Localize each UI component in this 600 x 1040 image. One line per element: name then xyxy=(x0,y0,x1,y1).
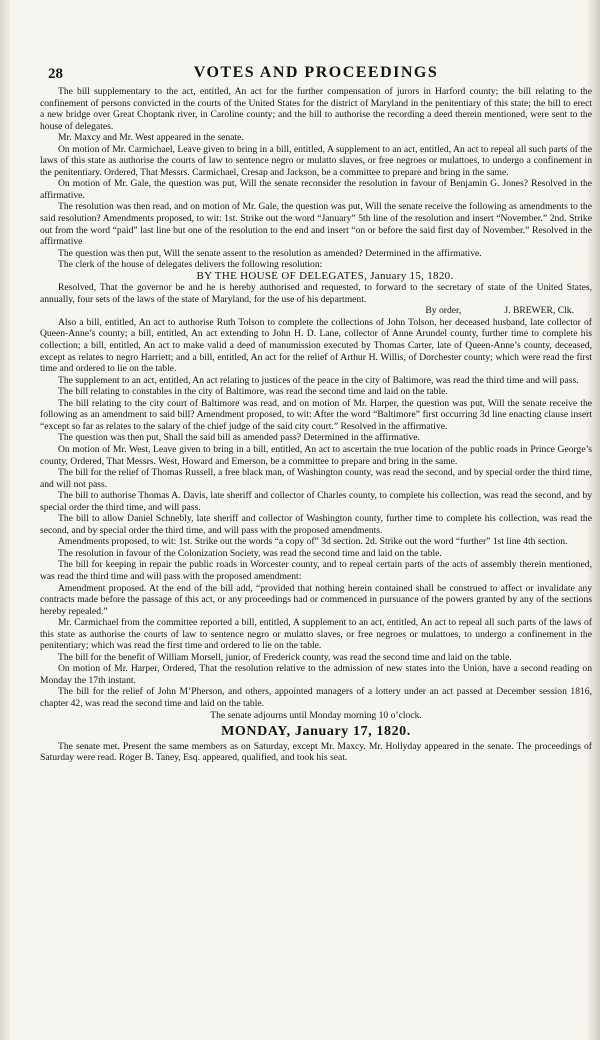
paragraph: Also a bill, entitled, An act to authorise Ruth Tolson to complete the collections of John Tolson, her deceased husband, late collector of Queen-Anne’s county; a bill, entitled, An act extending to John H. D. Lane, collector of Anne Arundel county, further time to complete his collection; a bill, entitled, An act to make valid a deed of manumission executed by Thomas Carter, late of Queen-Anne’s county, deceased, except as relates to negro Harriett; and a bill, entitled, An act for the relief of Arthur H. Willis, of Dorchester county; which were read the first time and ordered to lie on the table. xyxy=(40,316,592,375)
body-text xyxy=(40,86,592,764)
page-header xyxy=(40,62,592,86)
paragraph: The bill to authorise Thomas A. Davis, late sheriff and collector of Charles county, to complete his collection, was read the second, and by special order the third time, and will pass. xyxy=(40,490,592,513)
paragraph: The bill relating to the city court of Baltimore was read, and on motion of Mr. Harper, the question was put, Will the senate receive the following as an amendment to said bill? Amendment proposed, to wit: After the word “Baltimore” first occurring 3d line enacting clause insert “except so far as relates to the salary of the chief judge of the said city court.” Resolved in the affirmative. xyxy=(40,397,592,432)
paragraph: The bill for the benefit of William Morsell, junior, of Frederick county, was read the second time and laid on the table. xyxy=(58,651,512,663)
paragraph: On motion of Mr. West, Leave given to bring in a bill, entitled, An act to ascertain the true location of the public roads in Prince George’s county, Ordered, That Messrs. West, Howard and Emerson, be a committee to prepare and bring in the same. xyxy=(40,443,592,467)
paragraph: The clerk of the house of delegates delivers the following resolution: xyxy=(58,259,323,271)
paragraph: The bill supplementary to the act, entitled, An act for the further compensation of jurors in Harford county; the bill relating to the confinement of persons convicted in the courts of the United States for the district of Maryland in the penitentiary of this state; the bill to erect a new bridge over Great Choptank river, in Caroline county; and the bill to authorise the recording a deed therein mentioned, were sent to the house of delegates. xyxy=(40,86,592,132)
monday-text: The senate met. Present the same members as on Saturday, except Mr. Maxcy. Mr. Hollyday appeared in the senate. The proceedings of Saturday were read. Roger B. Taney, Esq. appeared, qualified, and took his seat. xyxy=(40,740,592,764)
paragraph: The supplement to an act, entitled, An act relating to justices of the peace in the city of Baltimore, was read the third time and will pass. xyxy=(58,374,579,386)
paragraph: The bill for keeping in repair the public roads in Worcester county, and to repeal certain parts of the acts of assembly therein mentioned, was read the third time and will pass with the proposed amendment: xyxy=(40,559,592,582)
paragraph: The question was then put, Shall the said bill as amended pass? Determined in the affirmative. xyxy=(58,432,420,444)
adjournment-line: The senate adjourns until Monday morning 10 o’clock. xyxy=(210,709,422,721)
paragraph: On motion of Mr. Carmichael, Leave given to bring in a bill, entitled, A supplement to an act, entitled, An act to repeal all such parts of the laws of this state as authorise the courts of law to sentence negro or mulatto slaves, or free negroes or mulattoes, to undergo a confinement in the penitentiary. Ordered, That Messrs. Carmichael, Cresap and Jackson, be a committee to prepare and bring in the same. xyxy=(40,143,592,178)
page-edge-left xyxy=(0,0,10,1040)
paragraph: The bill for the relief of John M’Pherson, and others, appointed managers of a lottery under an act passed at December session 1816, chapter 42, was read the second time and laid on the table. xyxy=(40,686,592,709)
resolution-signature: By order, J. BREWER, Clk. xyxy=(425,305,574,317)
paragraph: The resolution was then read, and on motion of Mr. Gale, the question was put, Will the senate receive the following as amendments to the said resolution? Amendments proposed, to wit: 1st. Strike out the word “January” 5th line of the resolution and insert “November.” 2nd. Strike out from the word “paid” last line but one of the resolution to the end and insert “on or before the said first day of November.” Resolved in the affirmative xyxy=(40,201,592,248)
paragraph: The bill to allow Daniel Schnebly, late sheriff and collector of Washington county, further time to complete his collection, was read the second, and by special order the third time, and will pass with the proposed amendments. xyxy=(40,513,592,536)
paragraph: Amendments proposed, to wit: 1st. Strike out the words “a copy of” 3d section. 2d. Strike out the word “further” 1st line 4th section. xyxy=(58,536,568,548)
paragraph: Mr. Maxcy and Mr. West appeared in the senate. xyxy=(58,132,244,144)
resolution-text: Resolved, That the governor be and he is hereby authorised and requested, to forward to the secretary of state of the United States, annually, four sets of the laws of the state of Maryland, for the use of his department. xyxy=(40,282,592,305)
paragraph: The bill relating to constables in the city of Baltimore, was read the second time and laid on the table. xyxy=(58,386,448,398)
paragraph: Mr. Carmichael from the committee reported a bill, entitled, A supplement to an act, entitled, An act to repeal all such parts of the laws of this state as authorise the courts of law to sentence negro or mulatto slaves, or free negroes or mulattoes, to undergo a confinement in the penitentiary; which was read the first time and ordered to lie on the table. xyxy=(40,617,592,652)
paragraph: On motion of Mr. Gale, the question was put, Will the senate reconsider the resolution in favour of Benjamin G. Jones? Resolved in the affirmative. xyxy=(40,178,592,201)
paragraph: The bill for the relief of Thomas Russell, a free black man, of Washington county, was read the second, and by special order the third time, and will not pass. xyxy=(40,467,592,490)
paragraph: The resolution in favour of the Colonization Society, was read the second time and laid on the table. xyxy=(58,547,442,559)
paragraph: On motion of Mr. Harper, Ordered, That the resolution relative to the admission of new states into the Union, have a second reading on Monday the 17th instant. xyxy=(40,663,592,686)
resolution-heading: BY THE HOUSE OF DELEGATES, January 15, 1820. xyxy=(196,269,454,282)
page-number: 28 xyxy=(48,66,63,82)
paragraph: Amendment proposed. At the end of the bill add, “provided that nothing herein contained shall be construed to affect or invalidate any contracts made before the passage of this act, or any proceedings had or commenced in pursuance of the powers granted by any of the sections hereby repealed.” xyxy=(40,582,592,617)
document-page xyxy=(40,62,592,764)
running-title: VOTES AND PROCEEDINGS xyxy=(193,64,439,81)
paragraph: The question was then put, Will the senate assent to the resolution as amended? Determined in the affirmative. xyxy=(58,247,482,259)
monday-heading: MONDAY, January 17, 1820. xyxy=(221,724,411,740)
